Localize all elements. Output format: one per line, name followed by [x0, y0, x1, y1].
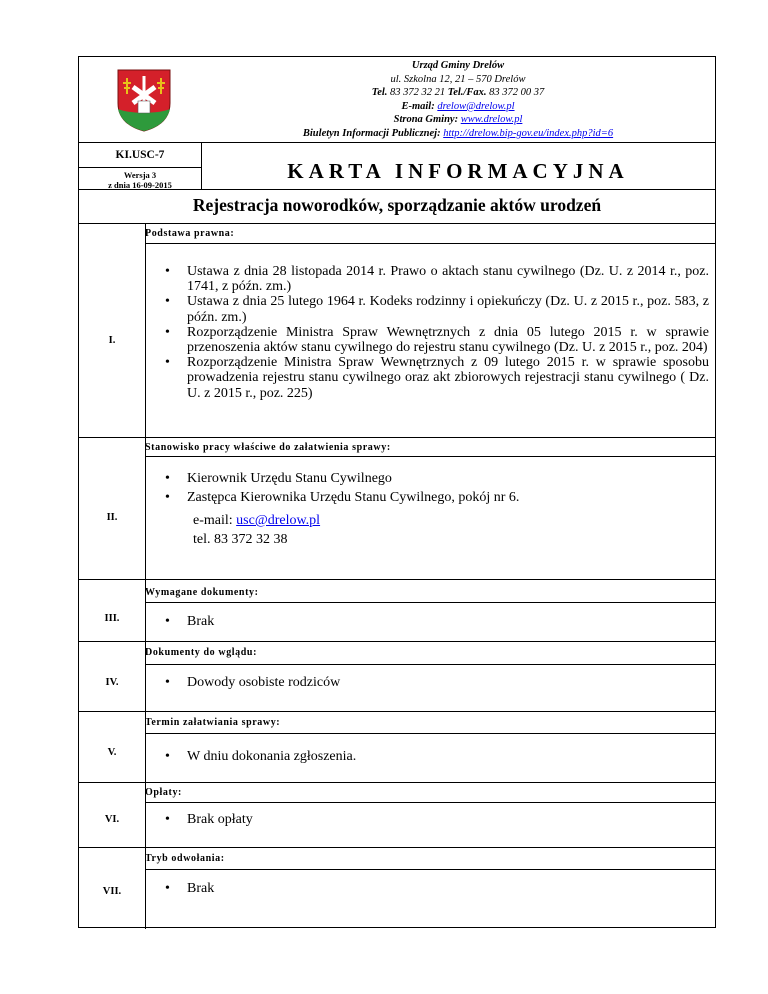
- list-item: • Rozporządzenie Ministra Spraw Wewnętrznych z dnia 05 lutego 2015 r. w sprawie przenoszenia aktów stanu cywilnego do rejestru stanu cywilnego (Dz. U. z 2015 r., poz. 204): [165, 324, 709, 356]
- list-item: • Dowody osobiste rodziców: [165, 675, 341, 690]
- list-item: • Brak: [165, 614, 215, 629]
- processing-time-list: [165, 749, 709, 764]
- list-item: • Brak: [165, 881, 215, 896]
- list-item: • W dniu dokonania zgłoszenia.: [165, 749, 357, 764]
- required-documents-list: [165, 614, 709, 629]
- divider: [79, 847, 715, 848]
- appeal-list: [165, 881, 709, 896]
- bullet-icon: •: [165, 471, 170, 486]
- page-title: Rejestracja noworodków, sporządzanie aktów urodzeń: [192, 195, 602, 215]
- divider: [79, 711, 715, 712]
- divider: [79, 167, 201, 168]
- section-numeral: VI.: [104, 814, 120, 825]
- bip-label: Biuletyn Informacji Publicznej:: [302, 127, 441, 139]
- usc-email-link[interactable]: usc@drelow.pl: [236, 513, 321, 528]
- list-item: • Brak opłaty: [165, 812, 253, 827]
- section-title-fees: Opłaty:: [145, 787, 182, 798]
- bullet-icon: •: [165, 675, 170, 690]
- section-numeral: I.: [108, 335, 116, 346]
- bullet-icon: •: [165, 749, 170, 764]
- contact-phone: tel. 83 372 32 38: [193, 532, 288, 547]
- office-header: [201, 59, 715, 141]
- divider: [79, 782, 715, 783]
- divider: [79, 579, 715, 580]
- section-numeral: VII.: [102, 886, 122, 897]
- documents-to-inspect-list: [165, 675, 709, 690]
- bullet-icon: •: [165, 812, 170, 827]
- section-title-appeal: Tryb odwołania:: [145, 853, 225, 864]
- list-item: • Ustawa z dnia 28 listopada 2014 r. Prawo o aktach stanu cywilnego (Dz. U. z 2014 r., poz. 1741, z późn. zm.): [165, 264, 709, 295]
- doc-version: Wersja 3: [123, 170, 157, 180]
- bullet-icon: •: [165, 294, 170, 310]
- divider: [145, 602, 715, 603]
- divider: [145, 223, 146, 929]
- section-numeral: II.: [106, 512, 118, 523]
- bullet-icon: •: [165, 324, 170, 340]
- legal-basis-list: [165, 264, 709, 401]
- list-item: • Kierownik Urzędu Stanu Cywilnego: [165, 471, 392, 486]
- bullet-icon: •: [165, 355, 170, 371]
- section-title-processing-time: Termin załatwiania sprawy:: [145, 717, 281, 728]
- divider: [145, 733, 715, 734]
- responsible-post-list: [165, 469, 709, 507]
- divider: [79, 142, 715, 143]
- bullet-icon: •: [165, 881, 170, 896]
- office-name: Urząd Gminy Drelów: [411, 60, 505, 71]
- section-title-required-documents: Wymagane dokumenty:: [145, 587, 259, 598]
- fax-value: 83 372 00 37: [489, 87, 545, 99]
- list-item: • Rozporządzenie Ministra Spraw Wewnętrznych z 09 lutego 2015 r. w sprawie sposobu prowadzenia rejestru stanu cywilnego oraz akt zbiorowych rejestracji stanu cywilnego ( Dz. U. z 2015 r., poz. 225): [165, 355, 709, 401]
- contact-email-label: e-mail:: [193, 513, 233, 528]
- web-label: Strona Gminy:: [393, 114, 459, 126]
- section-title-responsible-post: Stanowisko pracy właściwe do załatwienia sprawy:: [145, 442, 391, 453]
- office-address: ul. Szkolna 12, 21 – 570 Drelów: [390, 73, 526, 85]
- divider: [79, 641, 715, 642]
- section-numeral: III.: [104, 613, 120, 624]
- tel-value: 83 372 32 21: [390, 87, 446, 99]
- fees-list: [165, 812, 709, 827]
- contact-email: [193, 512, 320, 529]
- divider: [79, 437, 715, 438]
- bullet-icon: •: [165, 614, 170, 629]
- divider: [145, 456, 715, 457]
- divider: [145, 664, 715, 665]
- info-card: [78, 56, 716, 928]
- section-numeral: IV.: [105, 677, 119, 688]
- list-item: • Ustawa z dnia 25 lutego 1964 r. Kodeks rodzinny i opiekuńczy (Dz. U. z 2015 r., poz. 583, z późn. zm.): [165, 294, 709, 325]
- section-title-documents-to-inspect: Dokumenty do wglądu:: [145, 647, 258, 658]
- bip-link[interactable]: http://drelow.bip-gov.eu/index.php?id=6: [443, 127, 614, 139]
- list-item: • Zastępca Kierownika Urzędu Stanu Cywilnego, pokój nr 6.: [165, 490, 520, 505]
- tel-label: Tel.: [371, 87, 388, 99]
- divider: [145, 802, 715, 803]
- section-title-legal-basis: Podstawa prawna:: [145, 228, 235, 239]
- bullet-icon: •: [165, 264, 170, 279]
- fax-label: Tel./Fax.: [447, 87, 487, 99]
- email-label: E-mail:: [401, 100, 435, 112]
- section-numeral: V.: [107, 747, 117, 758]
- coat-of-arms-icon: [115, 67, 173, 133]
- email-link[interactable]: drelow@drelow.pl: [437, 100, 515, 112]
- divider: [145, 869, 715, 870]
- divider: [79, 223, 715, 224]
- card-title: KARTA INFORMACYJNA: [287, 159, 629, 183]
- bullet-icon: •: [165, 490, 170, 505]
- doc-code: KI.USC-7: [115, 149, 165, 161]
- divider: [145, 243, 715, 244]
- website-link[interactable]: www.drelow.pl: [460, 114, 523, 126]
- doc-date: z dnia 16-09-2015: [108, 180, 172, 190]
